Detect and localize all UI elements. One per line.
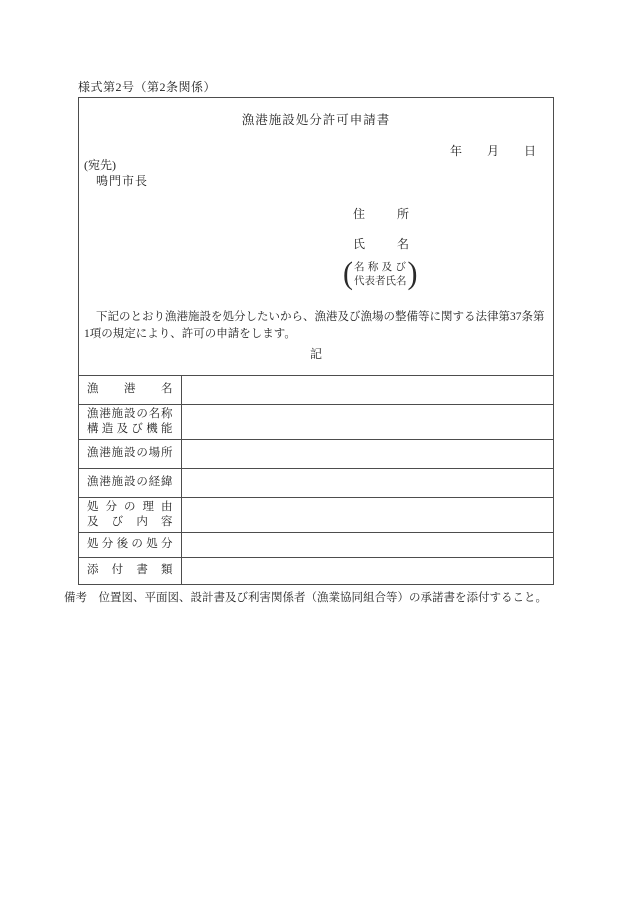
form-number-label: 様式第2号（第2条関係） xyxy=(78,80,217,94)
row-label-line: 漁港施設の名称 xyxy=(87,407,173,420)
org-name-lines xyxy=(354,261,407,288)
row-label-cell xyxy=(79,532,181,557)
table-row xyxy=(79,404,553,439)
row-label-line: 漁港施設の場所 xyxy=(87,447,173,459)
row-label-line: 漁港施設の経緯 xyxy=(87,476,173,488)
row-label-line: 構造及び機能 xyxy=(87,422,173,435)
right-paren-decoration: ) xyxy=(407,256,418,291)
org-name-line1: 名称及び xyxy=(354,261,406,273)
row-label-line: 処分の理由 xyxy=(87,500,173,513)
row-label-line: 添付書類 xyxy=(87,564,173,577)
applicant-address-label: 住所 xyxy=(353,207,409,221)
row-value-cell xyxy=(181,439,553,468)
row-label-cell xyxy=(79,497,181,532)
row-label-cell xyxy=(79,375,181,404)
applicant-name-label: 氏名 xyxy=(353,237,409,251)
row-value-cell xyxy=(181,532,553,557)
left-paren-decoration: ( xyxy=(343,256,353,291)
addressee-label: (宛先) xyxy=(84,158,116,172)
body-paragraph xyxy=(84,309,550,343)
form-border-box xyxy=(78,97,554,585)
applicant-org-block xyxy=(343,256,418,291)
table-row xyxy=(79,497,553,532)
table-row xyxy=(79,375,553,404)
addressee-name: 鳴門市長 xyxy=(96,174,149,188)
row-value-cell xyxy=(181,404,553,439)
row-label-cell xyxy=(79,557,181,584)
row-label-line: 漁港名 xyxy=(87,383,173,395)
ki-heading: 記 xyxy=(309,347,322,361)
org-name-line2: 代表者氏名 xyxy=(354,275,407,287)
date-line xyxy=(450,142,553,159)
application-title: 漁港施設処分許可申請書 xyxy=(241,113,391,127)
row-value-cell xyxy=(181,375,553,404)
row-value-cell xyxy=(181,497,553,532)
table-row xyxy=(79,557,553,584)
application-table xyxy=(79,375,553,585)
table-row xyxy=(79,532,553,557)
remarks-note: 備考 位置図、平面図、設計書及び利害関係者（漁業協同組合等）の承諾書を添付すること。 xyxy=(64,592,547,604)
body-paragraph-line2: 1項の規定により、許可の申請をします。 xyxy=(84,328,296,340)
row-label-cell xyxy=(79,404,181,439)
row-label-cell xyxy=(79,468,181,497)
application-table-body xyxy=(79,375,553,584)
row-label-line: 処分後の処分 xyxy=(87,538,173,550)
date-day-label: 日 xyxy=(523,144,536,158)
row-value-cell xyxy=(181,468,553,497)
date-month-label: 月 xyxy=(486,144,499,158)
table-row xyxy=(79,439,553,468)
table-row xyxy=(79,468,553,497)
body-paragraph-line1: 下記のとおり漁港施設を処分したいから、漁港及び漁場の整備等に関する法律第37条第 xyxy=(96,311,545,323)
row-label-line: 及び内容 xyxy=(87,515,173,528)
row-label-cell xyxy=(79,439,181,468)
row-value-cell xyxy=(181,557,553,584)
date-year-label: 年 xyxy=(449,144,462,158)
